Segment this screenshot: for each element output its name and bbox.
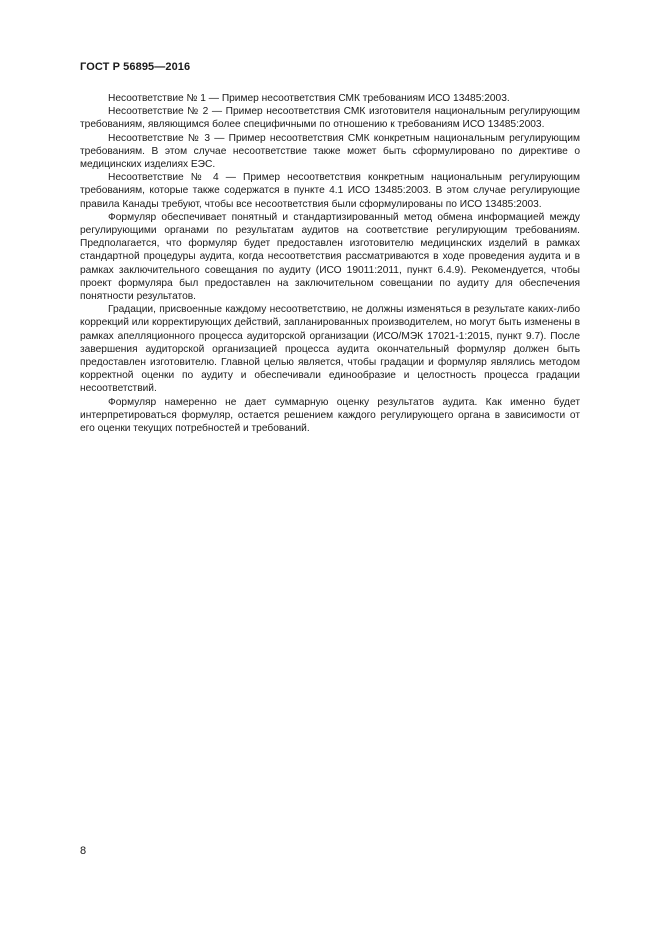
paragraph-gradations: Градации, присвоенные каждому несоответствию, не должны изменяться в результате каких-либо коррекций или корректирующих действий, запланированных производителем, но могут быть изменены в рамках апелляционного процесса аудиторской организации (ИСО/МЭК 17021-1:2015, пункт 9.7). После завершения аудиторской организацией процесса аудита окончательный формуляр должен быть предоставлен изготовителю. Главной целью является, чтобы градации и формуляр являлись методом корректной оценки по аудиту и обеспечивали единообразие и целостность процесса градации несоответствий. [80,304,580,395]
paragraph-nonconformity-2: Несоответствие № 2 — Пример несоответствия СМК изготовителя национальным регулирующим требованиям, являющимся более специфичными по отношению к требованиям ИСО 13485:2003. [80,106,580,131]
page-number: 8 [80,845,87,857]
paragraph-form-purpose: Формуляр обеспечивает понятный и стандартизированный метод обмена информацией между регулирующими органами по результатам аудитов на соответствие регулирующим требованиям. Предполагается, что формуляр будет предоставлен изготовителю медицинских изделий в рамках стандартной процедуры аудита, когда несоответствия рассматриваются в ходе проведения аудита и в рамках заключительного совещания по аудиту (ИСО 19011:2011, пункт 6.4.9). Рекомендуется, чтобы проект формуляра был предоставлен на заключительном совещании по аудиту для обеспечения понятности результатов. [80,211,580,303]
paragraph-nonconformity-3: Несоответствие № 3 — Пример несоответствия СМК конкретным национальным регулирующим требованиям. В этом случае несоответствие также может быть сформулировано по директиве о медицинских изделиях ЕЭС. [80,132,580,171]
paragraph-nonconformity-4: Несоответствие № 4 — Пример несоответствия конкретным национальным регулирующим требованиям, которые также содержатся в пункте 4.1 ИСО 13485:2003. В этом случае регулирующие правила Канады требуют, чтобы все несоответствия были сформулированы по ИСО 13485:2003. [80,172,580,210]
document-body [80,92,580,435]
document-header: ГОСТ Р 56895—2016 [80,61,191,73]
paragraph-form-interpretation: Формуляр намеренно не дает суммарную оценку результатов аудита. Как именно будет интерпретироваться формуляр, остается решением каждого регулирующего органа в зависимости от его оценки текущих потребностей и требований. [80,396,580,435]
paragraph-nonconformity-1: Несоответствие № 1 — Пример несоответствия СМК требованиям ИСО 13485:2003. [108,93,510,104]
